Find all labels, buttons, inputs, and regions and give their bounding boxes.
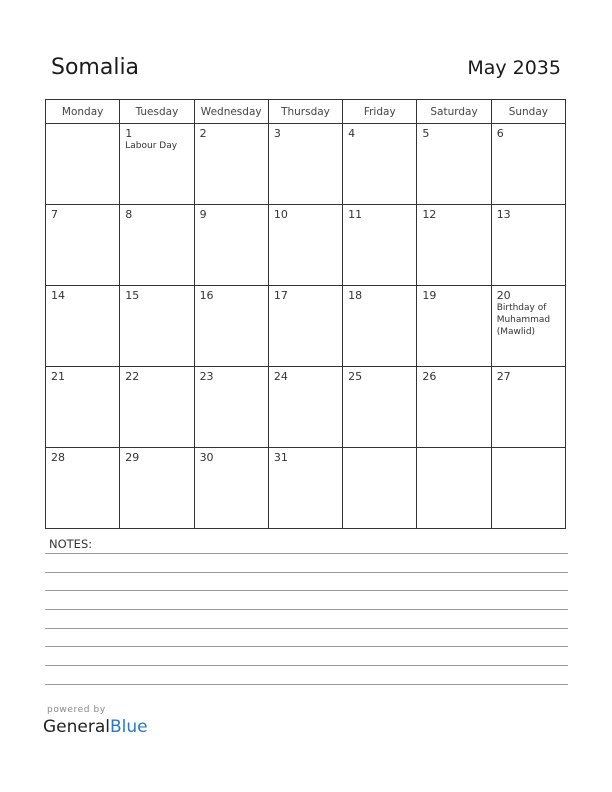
calendar-week-row: [46, 286, 566, 367]
day-number: 9: [199, 208, 207, 221]
calendar-day-cell: [417, 205, 491, 286]
brand-part-general: General: [43, 717, 110, 737]
calendar-day-cell: [46, 448, 120, 529]
generalblue-logo[interactable]: [43, 717, 148, 737]
month-year-title: May 2035: [467, 57, 561, 79]
calendar-day-cell: [46, 286, 120, 367]
day-number: 13: [496, 208, 511, 221]
day-number: 11: [348, 208, 363, 221]
day-number: 5: [422, 127, 430, 140]
calendar-day-cell: [268, 448, 342, 529]
weekday-thursday: Thursday: [268, 100, 342, 124]
day-number: 16: [199, 289, 214, 302]
note-line: [45, 665, 568, 666]
calendar-day-cell: [120, 205, 194, 286]
day-number: 21: [51, 370, 65, 383]
day-number: 20: [496, 289, 511, 302]
note-line: [45, 590, 568, 591]
calendar-day-cell: [491, 286, 565, 367]
calendar-day-cell: [417, 448, 491, 529]
calendar-day-cell: [417, 286, 491, 367]
calendar-week-row: [46, 448, 566, 529]
calendar-day-cell: [343, 205, 417, 286]
day-number: 4: [348, 127, 356, 140]
calendar-body: [46, 124, 566, 529]
day-number: 24: [273, 370, 288, 383]
day-number: 12: [422, 208, 437, 221]
calendar-day-cell: [343, 448, 417, 529]
notes-label: NOTES:: [49, 537, 93, 551]
calendar-day-cell: [268, 124, 342, 205]
day-number: 31: [273, 451, 288, 464]
weekday-tuesday: Tuesday: [120, 100, 194, 124]
country-title: Somalia: [51, 55, 140, 80]
holiday-label: Birthday of Muhammad (Mawlid): [496, 303, 551, 337]
calendar-day-cell: [46, 124, 120, 205]
calendar-week-row: [46, 205, 566, 286]
note-line: [45, 553, 568, 554]
calendar-day-cell: [194, 448, 268, 529]
day-number: 17: [273, 289, 288, 302]
calendar-day-cell: [194, 367, 268, 448]
weekday-wednesday: Wednesday: [194, 100, 268, 124]
calendar-day-cell: [491, 205, 565, 286]
day-number: 18: [348, 289, 363, 302]
calendar-day-cell: [120, 448, 194, 529]
day-number: 26: [422, 370, 437, 383]
weekday-saturday: Saturday: [417, 100, 491, 124]
day-number: 19: [422, 289, 437, 302]
weekday-monday: Monday: [46, 100, 120, 124]
day-number: 23: [199, 370, 214, 383]
day-number: 7: [51, 208, 58, 221]
calendar-day-cell: [491, 124, 565, 205]
calendar-day-cell: [343, 286, 417, 367]
calendar-day-cell: [491, 448, 565, 529]
day-number: 2: [199, 127, 207, 140]
day-number: 14: [51, 289, 65, 302]
calendar-day-cell: [46, 367, 120, 448]
note-line: [45, 684, 568, 685]
note-line: [45, 572, 568, 573]
day-number: 15: [125, 289, 140, 302]
calendar-day-cell: [120, 286, 194, 367]
day-number: 25: [348, 370, 363, 383]
calendar-day-cell: [120, 367, 194, 448]
day-number: 29: [125, 451, 140, 464]
day-number: 3: [273, 127, 281, 140]
calendar-day-cell: [268, 367, 342, 448]
note-line: [45, 609, 568, 610]
calendar-day-cell: [194, 124, 268, 205]
calendar-week-row: [46, 124, 566, 205]
day-number: 8: [125, 208, 133, 221]
calendar-grid: [45, 99, 566, 529]
calendar-day-cell: [268, 286, 342, 367]
note-line: [45, 646, 568, 647]
day-number: 6: [496, 127, 504, 140]
day-number: 30: [199, 451, 214, 464]
holiday-label: Labour Day: [125, 141, 178, 151]
calendar-day-cell: [46, 205, 120, 286]
calendar-day-cell: [417, 124, 491, 205]
day-number: 10: [273, 208, 288, 221]
day-number: 27: [496, 370, 511, 383]
calendar-day-cell: [194, 205, 268, 286]
day-number: 28: [51, 451, 65, 464]
calendar-day-cell: [194, 286, 268, 367]
weekday-friday: Friday: [343, 100, 417, 124]
calendar-day-cell: [343, 367, 417, 448]
day-number: 22: [125, 370, 140, 383]
note-line: [45, 628, 568, 629]
calendar-day-cell: [417, 367, 491, 448]
weekday-header-row: [46, 100, 566, 124]
weekday-sunday: Sunday: [491, 100, 565, 124]
calendar-day-cell: [120, 124, 194, 205]
brand-part-blue: Blue: [110, 717, 148, 737]
calendar-day-cell: [343, 124, 417, 205]
calendar-week-row: [46, 367, 566, 448]
calendar-day-cell: [491, 367, 565, 448]
day-number: 1: [125, 127, 133, 140]
calendar-day-cell: [268, 205, 342, 286]
powered-by-text: powered by: [47, 705, 106, 715]
